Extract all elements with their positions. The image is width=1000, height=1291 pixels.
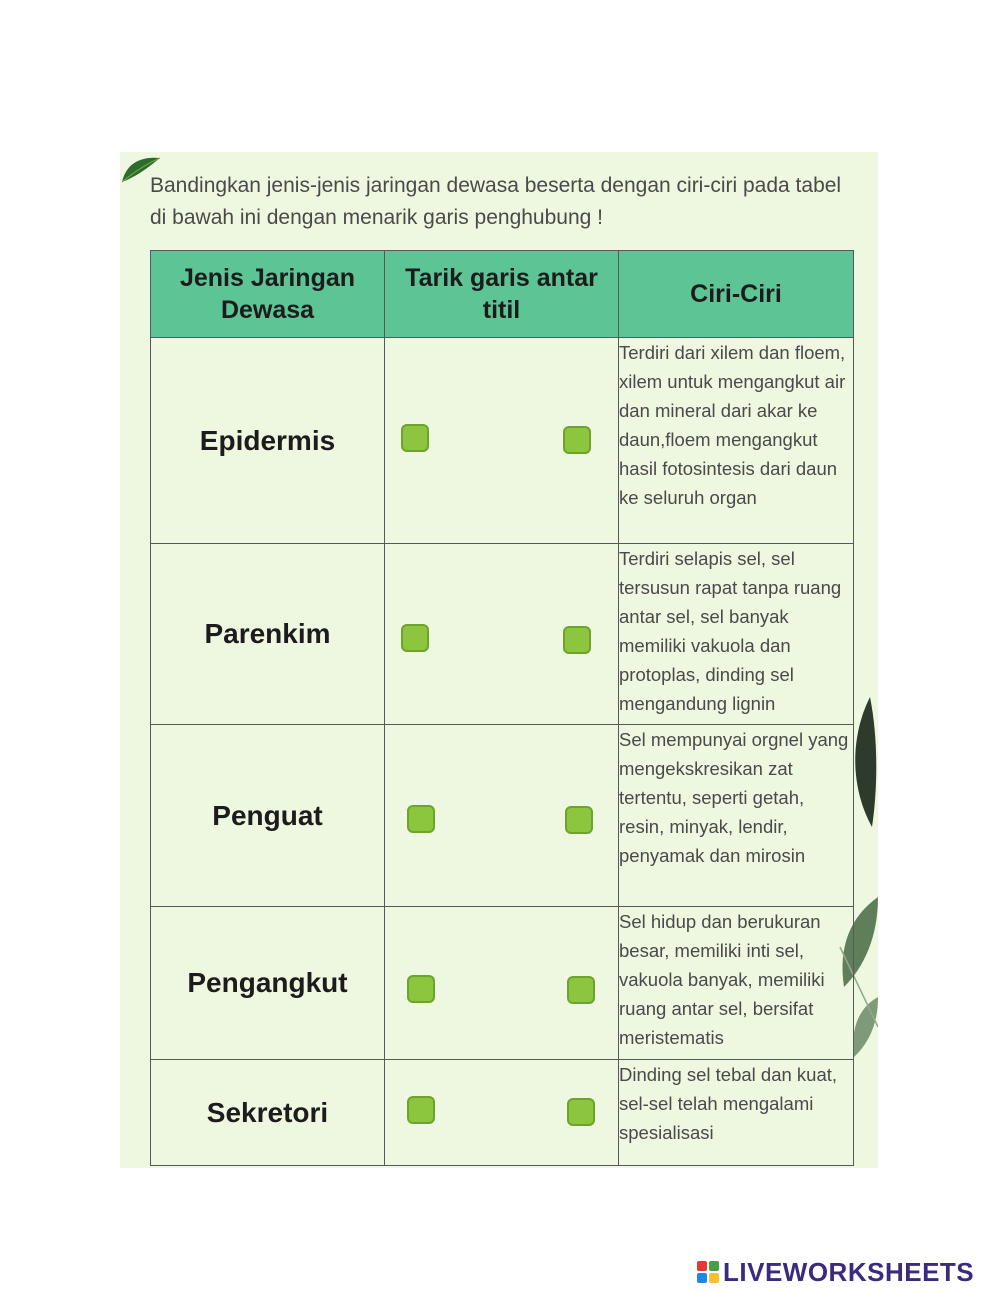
header-name: Jenis Jaringan Dewasa bbox=[151, 251, 385, 338]
liveworksheets-brand[interactable] bbox=[697, 1256, 974, 1288]
header-desc: Ciri-Ciri bbox=[619, 251, 854, 338]
left-connector-dot[interactable] bbox=[401, 424, 429, 452]
tissue-description: Terdiri dari xilem dan floem, xilem untuk mengangkut air dan mineral dari akar ke daun,floem mengangkut hasil fotosintesis dari daun ke seluruh organ bbox=[619, 338, 854, 544]
right-connector-dot[interactable] bbox=[565, 806, 593, 834]
tissue-name: Penguat bbox=[151, 725, 385, 907]
connector-cell bbox=[385, 725, 619, 907]
tissue-name: Pengangkut bbox=[151, 907, 385, 1060]
left-connector-dot[interactable] bbox=[407, 805, 435, 833]
table-row bbox=[151, 544, 854, 725]
connector-cell bbox=[385, 907, 619, 1060]
right-connector-dot[interactable] bbox=[567, 1098, 595, 1126]
table-row bbox=[151, 907, 854, 1060]
tissue-name: Parenkim bbox=[151, 544, 385, 725]
left-connector-dot[interactable] bbox=[407, 1096, 435, 1124]
connector-cell bbox=[385, 544, 619, 725]
liveworksheets-logo-icon bbox=[697, 1261, 719, 1283]
matching-table bbox=[150, 250, 854, 1166]
table-row bbox=[151, 338, 854, 544]
table-row bbox=[151, 725, 854, 907]
tissue-name: Sekretori bbox=[151, 1060, 385, 1166]
table-row bbox=[151, 1060, 854, 1166]
connector-cell bbox=[385, 338, 619, 544]
tissue-description: Sel mempunyai orgnel yang mengekskresikan zat tertentu, seperti getah, resin, minyak, lendir, penyamak dan mirosin bbox=[619, 725, 854, 907]
left-connector-dot[interactable] bbox=[401, 624, 429, 652]
brand-text: LIVEWORKSHEETS bbox=[723, 1256, 975, 1287]
left-connector-dot[interactable] bbox=[407, 975, 435, 1003]
right-connector-dot[interactable] bbox=[563, 626, 591, 654]
right-connector-dot[interactable] bbox=[563, 426, 591, 454]
table-header-row bbox=[151, 251, 854, 338]
worksheet bbox=[120, 152, 878, 1168]
header-line: Tarik garis antar titil bbox=[385, 251, 619, 338]
right-connector-dot[interactable] bbox=[567, 976, 595, 1004]
tissue-name: Epidermis bbox=[151, 338, 385, 544]
tissue-description: Sel hidup dan berukuran besar, memiliki inti sel, vakuola banyak, memiliki ruang antar sel, bersifat meristematis bbox=[619, 907, 854, 1060]
tissue-description: Terdiri selapis sel, sel tersusun rapat tanpa ruang antar sel, sel banyak memiliki vakuola dan protoplas, dinding sel mengandung lignin bbox=[619, 544, 854, 725]
instruction-text: Bandingkan jenis-jenis jaringan dewasa beserta dengan ciri-ciri pada tabel di bawah ini dengan menarik garis penghubung ! bbox=[150, 174, 842, 229]
tissue-description: Dinding sel tebal dan kuat, sel-sel telah mengalami spesialisasi bbox=[619, 1060, 854, 1166]
connector-cell bbox=[385, 1060, 619, 1166]
